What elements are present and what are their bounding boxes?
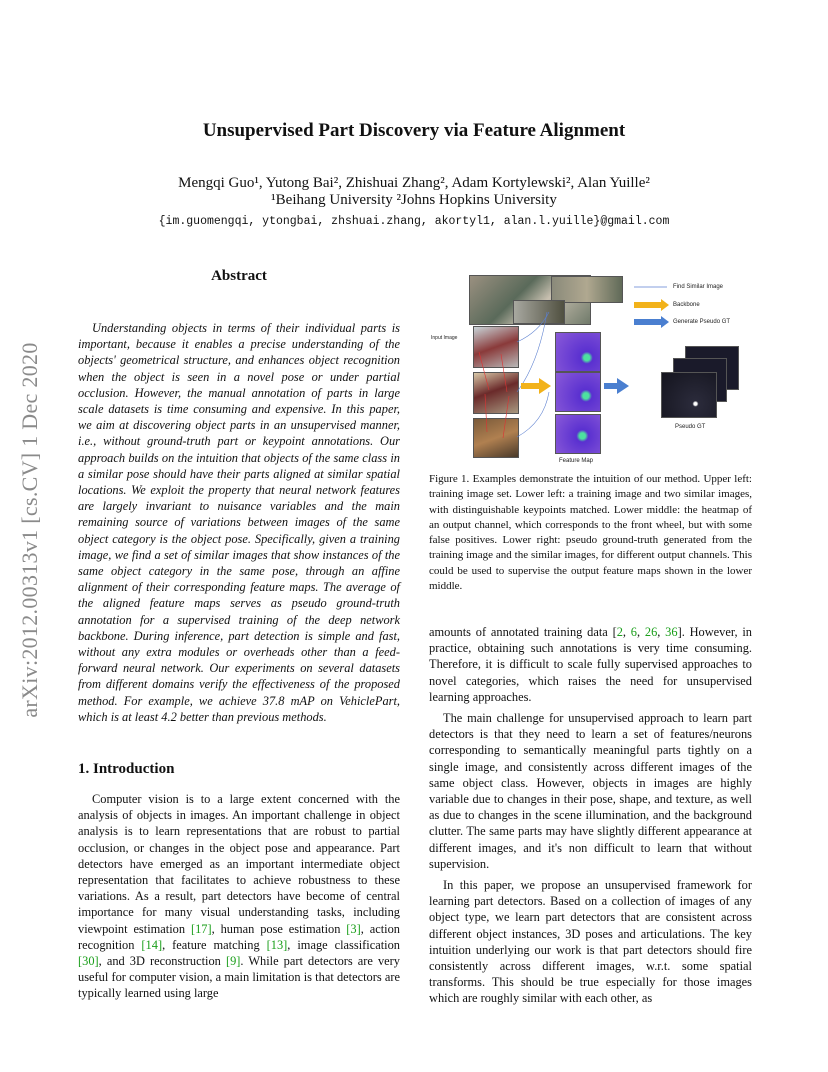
citation-link[interactable]: 6 bbox=[630, 625, 637, 639]
arxiv-stamp: arXiv:2012.00313v1 [cs.CV] 1 Dec 2020 bbox=[17, 342, 42, 718]
abstract-heading: Abstract bbox=[211, 268, 267, 284]
legend-generate-pseudo-gt: Generate Pseudo GT bbox=[673, 319, 731, 325]
legend-find-similar: Find Similar Image bbox=[673, 284, 724, 290]
abstract-text: Understanding objects in terms of their individual parts is important, because it enables a precise understanding of the objects' geometrical structure, and enhances object recognition when the object is seen in a novel pose or under partial occlusion. However, the manual annotation of parts in large scale datasets is time consuming and expensive. In this paper, we aim at discovering object parts in an unsupervised manner, i.e., without ground-truth part or keypoint annotations. Our approach builds on the intuition that objects of the same class in a similar pose should have their parts aligned at similar spatial locations. We exploit the property that neural network features are largely invariant to nuisance variables and the main remaining source of variations between images of the same object category is the object pose. Specifically, given a training image, we find a set of similar images that show instances of the same object category in the same pose, through an affine alignment of their corresponding feature maps. The average of the aligned feature maps serves as pseudo ground-truth annotation for a supervised training of the deep network backbone. During inference, part detection is simple and fast, without any extra modules or overheads other than a feed-forward neural network. Our experiments on several datasets from different domains verify the effectiveness of the proposed method. For example, we achieve 37.8 mAP on VehiclePart, which is at least 4.2 better than previous methods. bbox=[78, 321, 400, 724]
feature-map-heatmap bbox=[555, 414, 601, 454]
citation-link[interactable]: [14] bbox=[141, 937, 163, 952]
intro-paragraph: Computer vision is to a large extent concerned with the analysis of objects in images. An important challenge in object analysis is to learn representations that are robust to partial occlusion, or changes in the object pose and appearance. Part detectors have emerged as an important intermediate object representation that facilitates to achieve robustness to these variations. As a result, part detectors have become of central importance for many visual understanding tasks, including viewpoint estimation [17], human pose estimation [3], action recognition [14], feature matching [13], image classification [30], and 3D reconstruction [9]. While part detectors are very useful for computer vision, a main limitation is that detectors are typically learned using large bbox=[78, 792, 401, 1001]
right-paragraph: The main challenge for unsupervised approach to learn part detectors is that they need to learn a set of features/neurons corresponding to semantically meaningful parts tightly on a single image, and consistently across different images of the same object class. However, objects in images are highly variable due to changes in their pose, shape, and texture, as well as due to changes in the scene illumination, and the background clutter. The same parts may have slightly different appearance at different images, and it's non difficult to learn that without supervision. bbox=[429, 711, 752, 871]
citation-link[interactable]: 2 bbox=[616, 625, 623, 639]
citation-link[interactable]: [17] bbox=[190, 921, 212, 936]
introduction-body bbox=[78, 791, 400, 1002]
input-image-label: Input Image bbox=[431, 335, 458, 341]
citation-link[interactable]: [13] bbox=[266, 937, 288, 952]
figure-1-caption: Figure 1. Examples demonstrate the intuition of our method. Upper left: training image set. Lower left: a training image and two similar images, with distinguishable keypoints matched. Lower middle: the heatmap of an output channel, which corresponds to the front wheel, but with some false positives. Lower right: pseudo ground-truth generated from the training image and the similar images, for different output channels. This could be used to supervise the output feature maps shown in the lower middle. bbox=[429, 473, 752, 593]
abstract-body bbox=[78, 320, 400, 725]
citation-link[interactable]: [30] bbox=[78, 954, 99, 969]
pseudo-gt-map bbox=[661, 372, 717, 418]
section-heading-introduction: 1. Introduction bbox=[78, 761, 175, 777]
feature-map-heatmap bbox=[555, 372, 601, 412]
feature-map-heatmap bbox=[555, 332, 601, 372]
citation-link[interactable]: 26 bbox=[644, 625, 658, 639]
citation-link[interactable]: 36 bbox=[665, 625, 678, 639]
affiliations: ¹Beihang University ²Johns Hopkins University bbox=[271, 192, 557, 208]
citation-link[interactable]: [9] bbox=[225, 954, 241, 969]
citation-link[interactable]: [3] bbox=[346, 921, 361, 936]
right-column-body bbox=[429, 624, 752, 1007]
figure-1 bbox=[429, 272, 757, 468]
right-paragraph: In this paper, we propose an unsupervised framework for learning part detectors. Based on a collection of images of any object type, we learn part detectors that are consistent across different object instances, 3D poses and articulations. The key intuition underlying our work is that part detectors should fire consistently across different images, w.r.t. some spatial transforms. This should be true especially for those images which are roughly similar with each other, as bbox=[429, 878, 752, 1006]
author-list: Mengqi Guo¹, Yutong Bai², Zhishuai Zhang², Adam Kortylewski², Alan Yuille² bbox=[178, 175, 650, 191]
right-paragraph: amounts of annotated training data [2, 6, 26, 36]. However, in practice, obtaining such annotations is very time consuming. Therefore, it is difficult to scale fully supervised approaches to novel categories, which raises the need for unsupervised learning approaches. bbox=[429, 625, 753, 704]
pseudo-gt-label: Pseudo GT bbox=[675, 424, 706, 430]
paper-title: Unsupervised Part Discovery via Feature Alignment bbox=[202, 120, 626, 141]
author-emails: {im.guomengqi, ytongbai, zhshuai.zhang, akortyl1, alan.l.yuille}@gmail.com bbox=[158, 215, 670, 228]
feature-map-label: Feature Map bbox=[559, 458, 594, 464]
legend-backbone: Backbone bbox=[673, 302, 700, 308]
